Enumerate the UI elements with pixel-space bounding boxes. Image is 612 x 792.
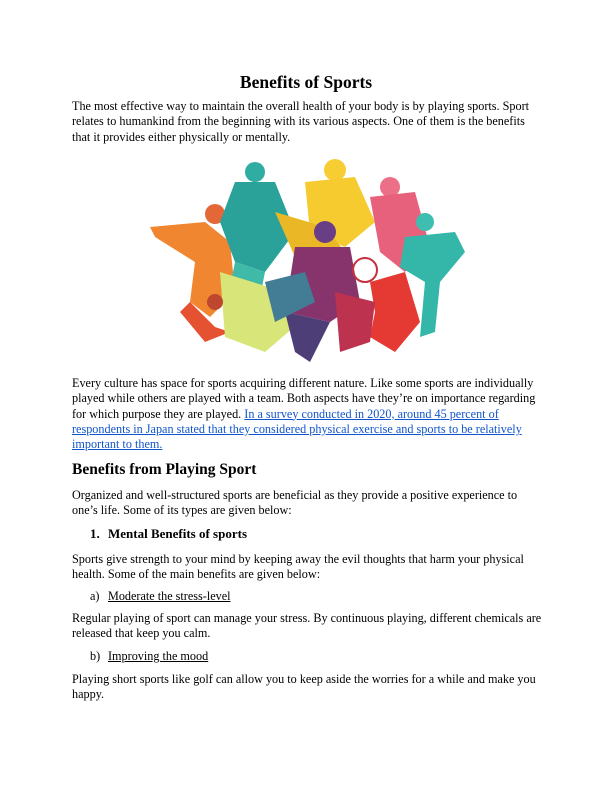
item-label: b) [90,649,101,663]
survey-link[interactable]: In a survey conducted in 2020, around 45 percent of respondents in Japan stated that they considered physical exercise and sports to be relatively important to them. [72,406,522,452]
item-text: Playing short sports like golf can allow you to keep aside the worries for a while and make you happy. [72,672,536,702]
section-heading: Benefits from Playing Sport [72,461,257,478]
subsection-number: 1. [90,526,100,541]
culture-text: Every culture has space for sports acquiring different nature. Like some sports are individually played while others are played with a team. Both aspects have they’re on importance regarding for which purpose they are played. [72,376,536,421]
item-title: Moderate the stress-level [108,589,231,603]
sports-illustration [135,152,477,372]
section-intro: Organized and well-structured sports are beneficial as they provide a positive experience to one’s life. Some of its types are given below: [72,488,518,518]
mental-intro: Sports give strength to your mind by keeping away the evil thoughts that harm your physical health. Some of the main benefits are given below: [72,552,524,582]
item-heading [90,649,208,664]
subsection-heading [90,526,247,542]
culture-paragraph [72,376,542,452]
item-heading [90,589,231,604]
intro-paragraph: The most effective way to maintain the overall health of your body is by playing sports. Sport relates to humankind from the beginning with its various aspects. One of them is the benefits that it provides either physically or mentally. [72,99,530,144]
item-text: Regular playing of sport can manage your stress. By continuous playing, different chemicals are released that keep you calm. [72,611,542,641]
colorful-sports-athletes-icon [135,152,477,372]
item-title: Improving the mood [108,649,209,663]
subsection-title: Mental Benefits of sports [108,526,248,541]
item-label: a) [90,589,100,603]
page-title: Benefits of Sports [239,72,373,92]
